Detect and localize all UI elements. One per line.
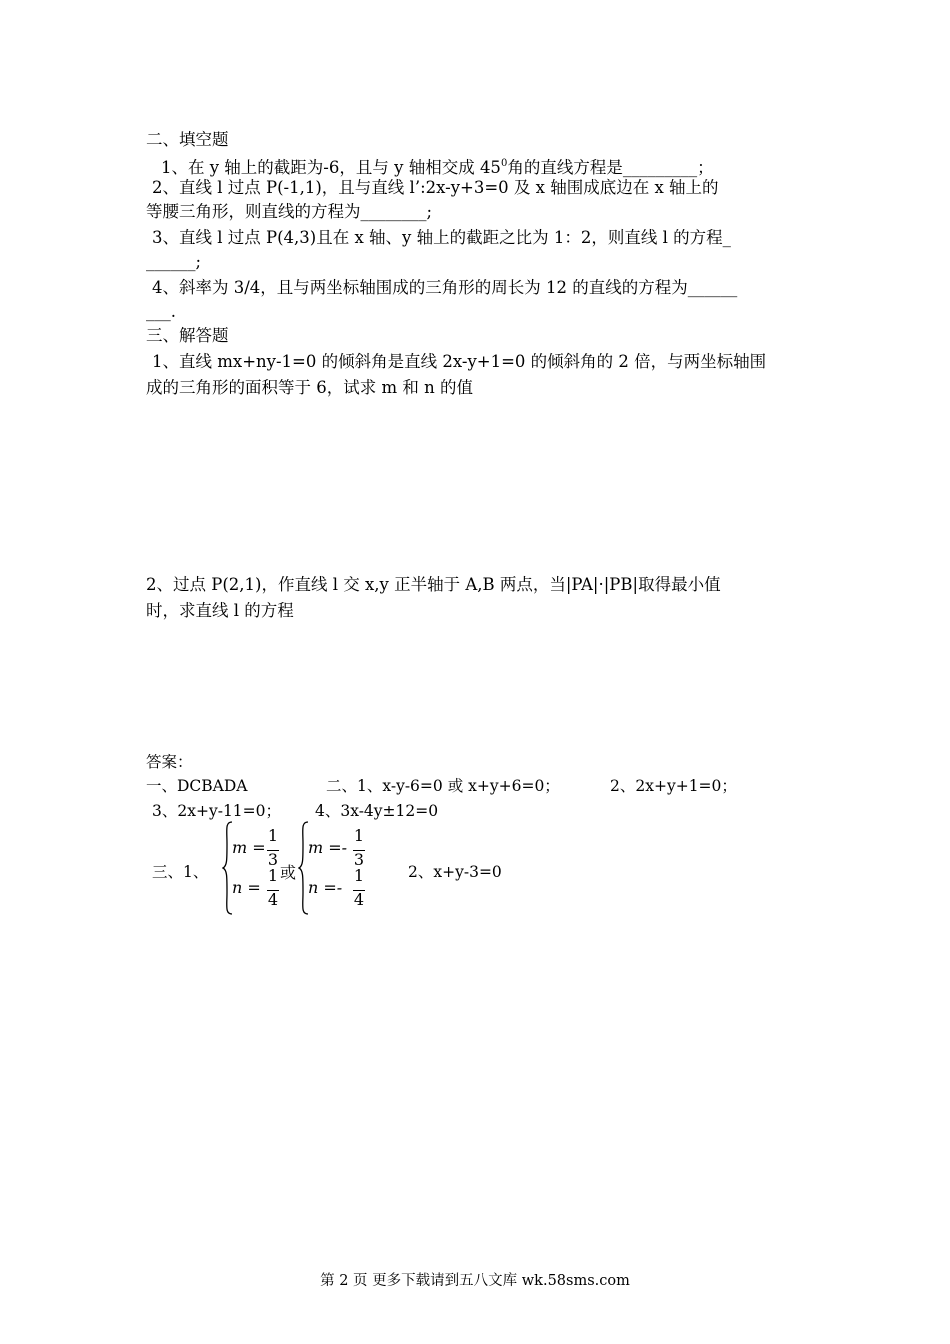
answer-part3-2: 2、x+y-3=0 [408, 863, 502, 881]
m-right-denominator: 3 [353, 850, 365, 869]
fill-question-1: 1、在 y 轴上的截距为-6，且与 y 轴相交成 $45^0$角的直线方程是_________； [161, 158, 714, 177]
n-right-denominator: 4 [353, 890, 365, 909]
solve-question-1-line2: 成的三角形的面积等于 6，试求 m 和 n 的值 [146, 378, 473, 397]
left-brace-1 [222, 820, 234, 916]
section2-title: 二、填空题 [146, 130, 229, 149]
or-text: 或 [280, 863, 297, 882]
n-equation-right: n =- [308, 878, 343, 897]
m-left-numerator: 1 [267, 826, 279, 845]
n-right-numerator: 1 [353, 866, 365, 885]
answer-part2-2: 2、2x+y+1=0； [610, 777, 737, 795]
answer-part2-3: 3、2x+y-11=0； [152, 802, 282, 820]
answer-part2-1: 二、1、x-y-6=0 或 x+y+6=0； [326, 777, 560, 795]
answer-part1: 一、DCBADA [146, 777, 248, 795]
answers-title: 答案： [146, 753, 193, 771]
n-left-numerator: 1 [267, 866, 279, 885]
n-equation-left: n = [232, 878, 261, 897]
m-right-numerator: 1 [353, 826, 365, 845]
fill-question-4-line2: ___. [146, 302, 176, 321]
answer-system [222, 820, 422, 920]
solve-question-2-line1: 2、过点 P(2,1)，作直线 l 交 x,y 正半轴于 A,B 两点，当|PA|·|PB|取得最小值 [146, 575, 721, 594]
fill-question-4-line1: 4、斜率为 3/4，且与两坐标轴围成的三角形的周长为 12 的直线的方程为______ [152, 278, 738, 297]
m-equation-right: m =- [308, 838, 348, 857]
answer-part3-label: 三、1、 [152, 863, 209, 881]
page-footer: 第 2 页 更多下载请到五八文库 wk.58sms.com [320, 1273, 630, 1289]
n-left-denominator: 4 [267, 890, 279, 909]
fill-question-3-line1: 3、直线 l 过点 P(4,3)且在 x 轴、y 轴上的截距之比为 1：2，则直线 l 的方程_ [152, 228, 731, 247]
section3-title: 三、解答题 [146, 326, 229, 345]
solve-question-2-line2: 时，求直线 l 的方程 [146, 601, 294, 620]
fill-question-3-line2: ______; [146, 252, 202, 271]
m-equation-left: m = [232, 838, 266, 857]
answer-part2-4: 4、3x-4y±12=0 [315, 802, 439, 820]
solve-question-1-line1: 1、直线 mx+ny-1=0 的倾斜角是直线 2x-y+1=0 的倾斜角的 2 倍，与两坐标轴围 [152, 352, 767, 371]
left-brace-2 [298, 820, 310, 916]
m-left-denominator: 3 [267, 850, 279, 869]
fill-question-2-line2: 等腰三角形，则直线的方程为________; [146, 202, 433, 221]
fill-question-2-line1: 2、直线 l 过点 P(-1,1)，且与直线 l’:2x-y+3=0 及 x 轴围成底边在 x 轴上的 [152, 178, 719, 197]
